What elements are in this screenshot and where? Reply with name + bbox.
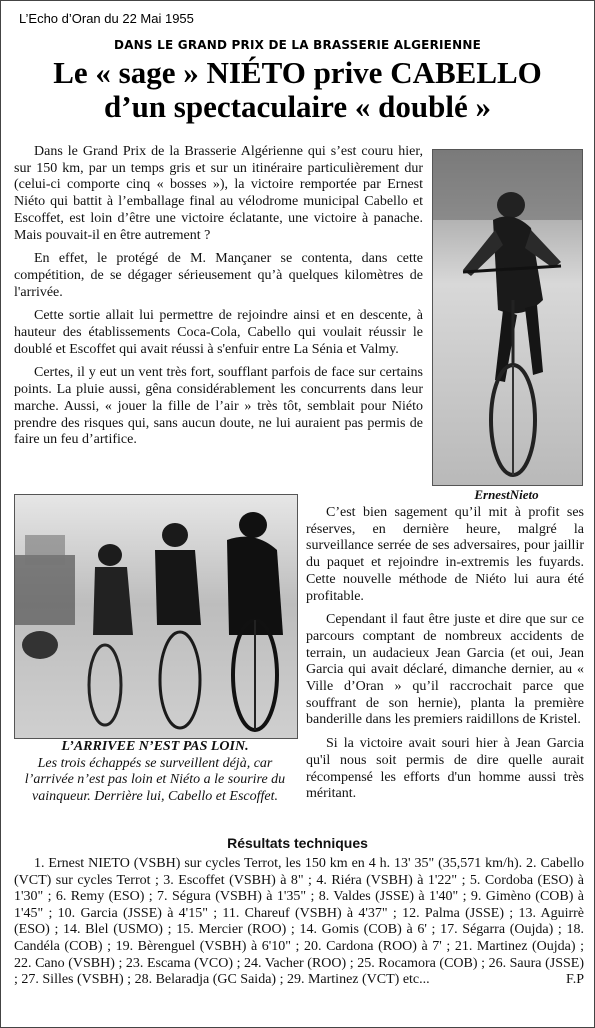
- kicker: DANS LE GRAND PRIX DE LA BRASSERIE ALGERIENNE: [114, 38, 481, 52]
- paragraph: C’est bien sagement qu’il mit à profit ses réserves, en dernière heure, malgré la surveillance serrée de ses adversaires, pour jaillir du paquet et rejoindre in-extremis les fuyards. Cette nouvelle méthode de Niéto lui aura été profitable.: [306, 505, 584, 604]
- results-list: 1. Ernest NIETO (VSBH) sur cycles Terrot, les 150 km en 4 h. 13' 35" (35,571 km/h). 2. Cabello (VCT) sur cycles Terrot ; 3. Escoffet (VSBH) à 8" ; 4. Riéra (VSBH) à 1'22" ; 5. Cordoba (ESO) à 1'30" ; 6. Remy (ESO) ; 7. Ségura (VSBH) à 1'35" ; 8. Valdes (JSSE) à 1'40" ; 9. Gimèno (COB) à 1'45" ; 10. Garcia (JSSE) à 4'15" ; 11. Chareuf (VSBH) à 4'37" ; 12. Palma (JSSE) ; 13. Aguirrè (ESO) ; 14. Blel (USMO) ; 15. Mercier (ROO) ; 14. Gomis (COB) à 6' ; 17. Ségarra (Oujda) ; 18. Candéla (COB) ; 19. Bèrenguel (VSBH) à 6'10" ; 20. Cardona (ROO) à 7' ; 21. Martinez (Oujda) ; 22. Cano (VSBH) ; 23. Escama (VCO) ; 24. Vacher (ROO) ; 25. Rocamora (COB) ; 26. Saura (JSSE) ; 27. Silles (VSBH) ; 28. Belaradja (GC Saida) ; 29. Martinez (VCT) etc...: [14, 856, 584, 988]
- article-column-top: [14, 144, 423, 456]
- source-line: L’Echo d’Oran du 22 Mai 1955: [19, 11, 194, 26]
- paragraph: Si la victoire avait souri hier à Jean Garcia qu'il nous soit permis de dire quelle aurait récompensé les efforts d'un homme aussi très méritant.: [306, 736, 584, 802]
- photo-arrival: [14, 494, 298, 739]
- photo2-caption-body: Les trois échappés se surveillent déjà, car l’arrivée n’est pas loin et Niéto a le sourire du vainqueur. Derrière lui, Cabello et Escoffet.: [24, 755, 286, 805]
- headline: [1, 56, 594, 124]
- paragraph: Certes, il y eut un vent très fort, soufflant parfois de face sur certains points. La pluie aussi, gêna considérablement les concurrents dans leur marche. Aussi, « jouer la fille de l’air » très tôt, semblait pour Niéto prendre des risques qui, sans aucun doute, ne lui auraient pas permis de faire un feu d’artifice.: [14, 365, 423, 448]
- paragraph: Cependant il faut être juste et dire que sur ce parcours comptant de nombreux accidents de terrain, un audacieux Jean Garcia (et oui, Jean Garcia qui avait déclaré, dimanche dernier, au « Ville d’Oran » qu’il raccrochait parce que souffrant de son hernie), planta la première banderille dans les premiers raidillons de Kristel.: [306, 612, 584, 728]
- photo2-caption-title: L’ARRIVEE N’EST PAS LOIN.: [61, 739, 249, 754]
- photo2-caption: [14, 739, 296, 806]
- paragraph: En effet, le protégé de M. Mançaner se contenta, dans cette compétition, de se dégager sérieusement qu’à quelques kilomètres de l'arrivée.: [14, 251, 423, 300]
- paragraph: Dans le Grand Prix de la Brasserie Algérienne qui s’est couru hier, sur 150 km, par un temps gris et sur un itinéraire particulièrement dur (celui-ci comporte cinq « bosses »), la victoire remportée par Ernest Niéto qui battit à l’emballage final au vélodrome municipal Cabello et Escoffet, est loin d’être une victoire éclatante, une victoire à panache. Mais pouvait-il en être autrement ?: [14, 144, 423, 243]
- results-title: Résultats techniques: [227, 835, 368, 851]
- cyclist-photo-graphic: [433, 150, 582, 485]
- photo-ernest-nieto: [432, 149, 583, 486]
- photo1-caption: ErnestNieto: [474, 487, 539, 502]
- author-initials: F.P: [566, 972, 584, 988]
- results-text: [14, 856, 584, 989]
- results-section: [14, 856, 584, 989]
- race-photo-graphic: [15, 495, 297, 738]
- headline-line-1: Le « sage » NIÉTO prive CABELLO: [53, 55, 542, 90]
- paragraph: Cette sortie allait lui permettre de rejoindre ainsi et en descente, à hauteur des établissements Coca-Cola, Cabello qui voulait réussir le doublé et Escoffet qui avait réussi à s'enfuir entre La Sénia et Valmy.: [14, 308, 423, 357]
- headline-line-2: d’un spectaculaire « doublé »: [104, 89, 491, 124]
- article-column-right: [306, 505, 584, 810]
